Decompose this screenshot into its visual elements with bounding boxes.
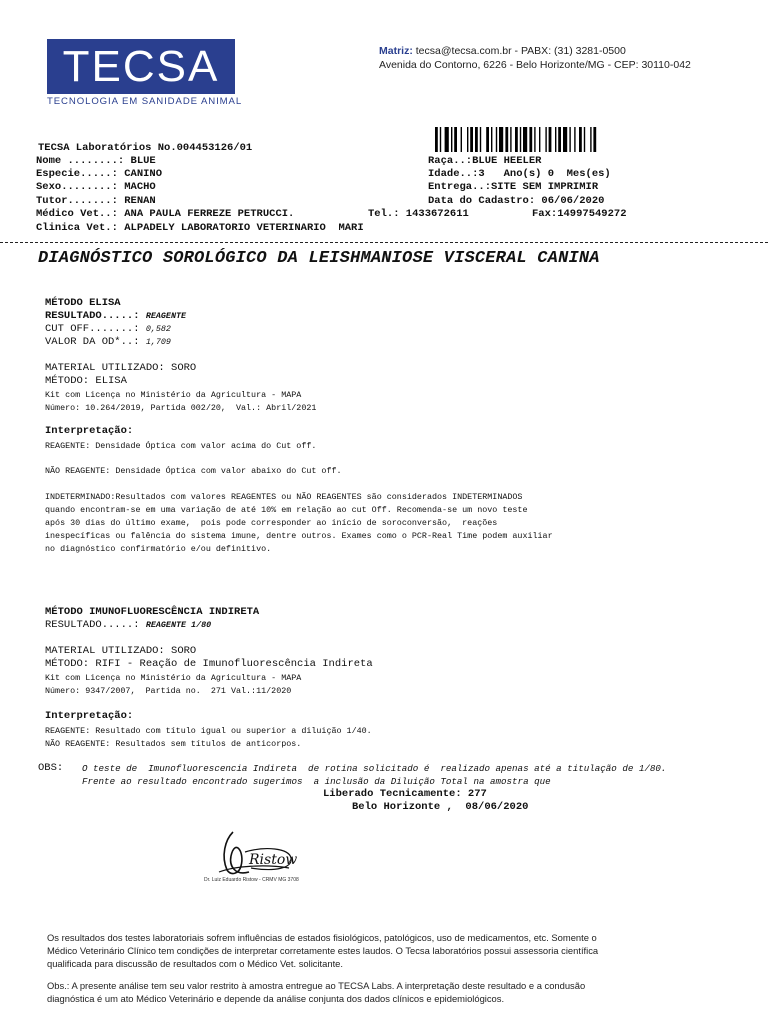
signature-script: Ristow (249, 852, 298, 868)
rifi-result-value: REAGENTE 1/80 (145, 620, 212, 630)
elisa-indet-line-1: INDETERMINADO:Resultados com valores REAGENTES ou NÃO REAGENTES são considerados INDETERMINADOS (45, 492, 523, 502)
barcode-icon (435, 127, 645, 152)
vet-clinic: Clinica Vet.: ALPADELY LABORATORIO VETERINARIO MARI (36, 222, 364, 234)
elisa-reagente-text: Densidade Óptica com valor acima do Cut off. (95, 441, 317, 451)
elisa-indet-line-2: quando encontram-se em uma variação de até 10% em relação ao cut Off. Recomenda-se um novo teste (45, 505, 528, 515)
elisa-nao-text: Densidade Óptica com valor abaixo do Cut off. (115, 466, 342, 476)
contact-label: Matriz: (379, 45, 413, 57)
elisa-indet-line-4: inespecíficas ou falência do sistema imune, dentre outros. Exames como o PCR-Real Time podem auxiliar (45, 531, 553, 541)
elisa-reagente-def (45, 440, 316, 452)
page-title: DIAGNÓSTICO SOROLÓGICO DA LEISHMANIOSE VISCERAL CANINA (38, 249, 600, 268)
patient-sex: Sexo........: MACHO (36, 181, 156, 193)
elisa-result-label: RESULTADO.....: (45, 310, 140, 322)
elisa-kit-number: Número: 10.264/2019, Partida 002/20, Val.: Abril/2021 (45, 403, 317, 413)
signature-caption: Dr. Luiz Eduardo Ristow - CRMV MG 3708 (204, 877, 299, 883)
release-tech: Liberado Tecnicamente: 277 (323, 788, 487, 800)
rifi-interpretation-heading: Interpretação: (45, 710, 134, 722)
obs-line-1: O teste de Imunofluorescencia Indireta de rotina solicitado é realizado apenas até a titulação de 1/80. (82, 763, 667, 774)
header-divider (0, 242, 768, 243)
patient-age: Idade..:3 Ano(s) 0 Mes(es) (428, 168, 611, 180)
elisa-nao-label: NÃO REAGENTE: (45, 466, 111, 476)
elisa-heading: MÉTODO ELISA (45, 297, 121, 309)
patient-tutor: Tutor.......: RENAN (36, 195, 156, 207)
obs-label: OBS: (38, 762, 64, 774)
rifi-kit-number: Número: 9347/2007, Partida no. 271 Val.:11/2020 (45, 686, 292, 696)
patient-breed: Raça..:BLUE HEELER (428, 155, 542, 167)
footer-disclaimer: Os resultados dos testes laboratoriais sofrem influências de estados fisiológicos, patológicos, uso de medicamentos, etc. Somente o Médico Veterinário Clínico tem condições de interpretar corretamente estes laudos. O Tecsa laboratórios possui assessoria científica qualificada para discussão de resultados com o Médico Vet. solicitante. (47, 932, 599, 969)
elisa-od-label: VALOR DA OD*..: (45, 336, 140, 348)
footer-obs: Obs.: A presente análise tem seu valor restrito à amostra entregue ao TECSA Labs. A interpretação deste resultado e a condusão diagnóstica é um ato Médico Veterinário e depende da análise conjunta dos dados clínicos e epidemiológicos. (47, 980, 586, 1004)
lab-number: TECSA Laboratórios No.004453126/01 (38, 142, 253, 154)
rifi-material: MATERIAL UTILIZADO: SORO (45, 645, 197, 657)
patient-species: Especie.....: CANINO (36, 168, 163, 180)
patient-name: Nome ........: BLUE (36, 155, 156, 167)
elisa-cutoff-label: CUT OFF.......: (45, 323, 140, 335)
rifi-kit: Kit com Licença no Ministério da Agricultura - MAPA (45, 673, 302, 683)
signature-icon (205, 826, 325, 881)
elisa-result-row (45, 310, 186, 322)
logo-tagline: TECNOLOGIA EM SANIDADE ANIMAL (47, 96, 243, 107)
elisa-interpretation-heading: Interpretação: (45, 425, 134, 437)
elisa-method: MÉTODO: ELISA (45, 375, 127, 387)
vet-name: Médico Vet..: ANA PAULA FERREZE PETRUCCI. (36, 208, 295, 220)
elisa-cutoff-value: 0,582 (145, 324, 171, 334)
tecsa-logo: TECSA (47, 39, 235, 94)
contact-line-1 (379, 45, 626, 57)
rifi-result-row (45, 619, 211, 631)
elisa-nao-reagente-def (45, 465, 342, 477)
release-city-date: Belo Horizonte , 08/06/2020 (352, 801, 529, 813)
rifi-heading: MÉTODO IMUNOFLUORESCÊNCIA INDIRETA (45, 606, 260, 618)
elisa-reagente-label: REAGENTE: (45, 441, 91, 451)
elisa-result-value: REAGENTE (145, 311, 187, 321)
delivery: Entrega..:SITE SEM IMPRIMIR (428, 181, 599, 193)
elisa-material: MATERIAL UTILIZADO: SORO (45, 362, 197, 374)
obs-line-2: Frente ao resultado encontrado sugerimos a inclusão da Diluição Total na amostra que (82, 776, 551, 787)
vet-tel: Tel.: 1433672611 (368, 208, 469, 220)
register-date: Data do Cadastro: 06/06/2020 (428, 195, 605, 207)
elisa-indet-line-3: após 30 dias do último exame, pois pode corresponder ao início de soroconversão, reações (45, 518, 498, 528)
rifi-method: MÉTODO: RIFI - Reação de Imunofluorescência Indireta (45, 658, 373, 670)
elisa-kit: Kit com Licença no Ministério da Agricultura - MAPA (45, 390, 302, 400)
elisa-od-value: 1,709 (145, 337, 171, 347)
contact-address: Avenida do Contorno, 6226 - Belo Horizonte/MG - CEP: 30110-042 (379, 59, 691, 71)
rifi-result-label: RESULTADO.....: (45, 619, 140, 631)
rifi-reagente-def: REAGENTE: Resultado com título igual ou superior a diluição 1/40. (45, 726, 372, 736)
elisa-od-row (45, 336, 171, 348)
elisa-cutoff-row (45, 323, 171, 335)
rifi-nao-reagente-def: NÃO REAGENTE: Resultados sem títulos de anticorpos. (45, 739, 302, 749)
vet-fax: Fax:14997549272 (532, 208, 627, 220)
contact-email-phone: tecsa@tecsa.com.br - PABX: (31) 3281-0500 (415, 45, 626, 57)
elisa-indet-line-5: no diagnóstico confirmatório e/ou definitivo. (45, 544, 272, 554)
